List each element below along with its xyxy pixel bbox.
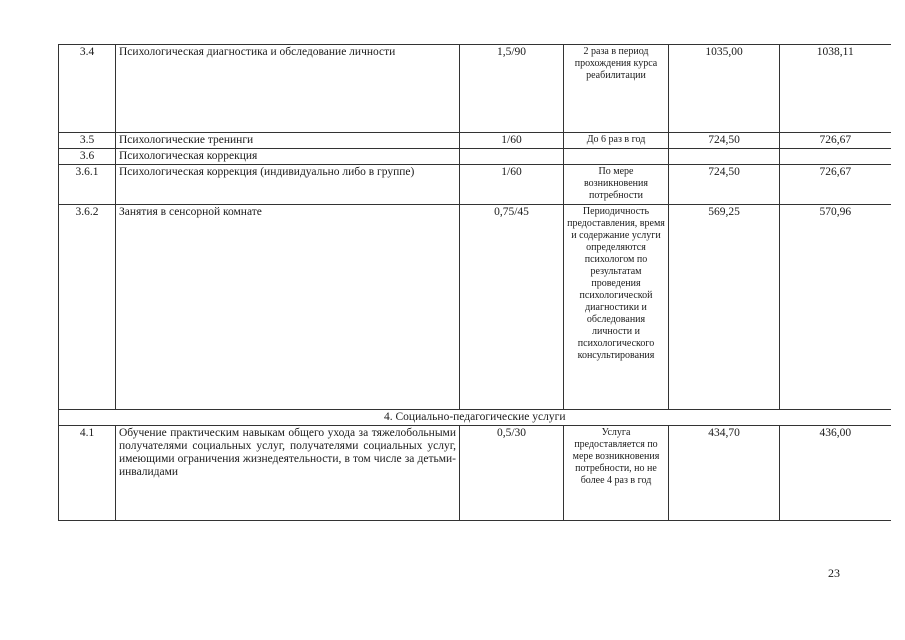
- service-name: Психологическая диагностика и обследование личности: [116, 45, 460, 133]
- time-norm: 1/60: [460, 165, 564, 205]
- frequency: Периодичность предоставления, время и содержание услуги определяются психологом по результатам проведения психологической диагностики и обследования личности и психологического консультирования: [564, 205, 669, 410]
- frequency: По мере возникновения потребности: [564, 165, 669, 205]
- tariff-2: 570,96: [780, 205, 891, 410]
- time-norm: 1,5/90: [460, 45, 564, 133]
- tariff-1: 1035,00: [669, 45, 780, 133]
- time-norm: 1/60: [460, 133, 564, 149]
- row-number: 3.6.1: [59, 165, 116, 205]
- time-norm: 0,75/45: [460, 205, 564, 410]
- tariff-1: [669, 149, 780, 165]
- tariff-1: 724,50: [669, 133, 780, 149]
- service-name: Психологическая коррекция: [116, 149, 460, 165]
- service-name: Обучение практическим навыкам общего ухода за тяжелобольными получателями социальных услуг, получателями социальных услуг, имеющими ограничения жизнедеятельности, в том числе за детьми-инвалидами: [116, 426, 460, 521]
- table-row: [59, 205, 891, 410]
- time-norm: [460, 149, 564, 165]
- tariff-2: 726,67: [780, 165, 891, 205]
- frequency: 2 раза в период прохождения курса реабилитации: [564, 45, 669, 133]
- section-row: [59, 410, 891, 426]
- time-norm: 0,5/30: [460, 426, 564, 521]
- table-row: [59, 149, 891, 165]
- section-title: 4. Социально-педагогические услуги: [59, 410, 891, 426]
- frequency: Услуга предоставляется по мере возникновения потребности, но не более 4 раз в год: [564, 426, 669, 521]
- tariff-2: 1038,11: [780, 45, 891, 133]
- tariff-1: 434,70: [669, 426, 780, 521]
- service-name: Психологическая коррекция (индивидуально либо в группе): [116, 165, 460, 205]
- row-number: 3.5: [59, 133, 116, 149]
- services-table: [58, 44, 891, 521]
- table-row: [59, 165, 891, 205]
- service-name: Занятия в сенсорной комнате: [116, 205, 460, 410]
- tariff-2: 726,67: [780, 133, 891, 149]
- table-row: [59, 426, 891, 521]
- table-row: [59, 45, 891, 133]
- row-number: 3.6.2: [59, 205, 116, 410]
- tariff-1: 569,25: [669, 205, 780, 410]
- row-number: 3.4: [59, 45, 116, 133]
- row-number: 4.1: [59, 426, 116, 521]
- frequency: [564, 149, 669, 165]
- service-name: Психологические тренинги: [116, 133, 460, 149]
- page-number: 23: [828, 566, 840, 580]
- row-number: 3.6: [59, 149, 116, 165]
- frequency: До 6 раз в год: [564, 133, 669, 149]
- tariff-2: 436,00: [780, 426, 891, 521]
- tariff-2: [780, 149, 891, 165]
- tariff-1: 724,50: [669, 165, 780, 205]
- table-row: [59, 133, 891, 149]
